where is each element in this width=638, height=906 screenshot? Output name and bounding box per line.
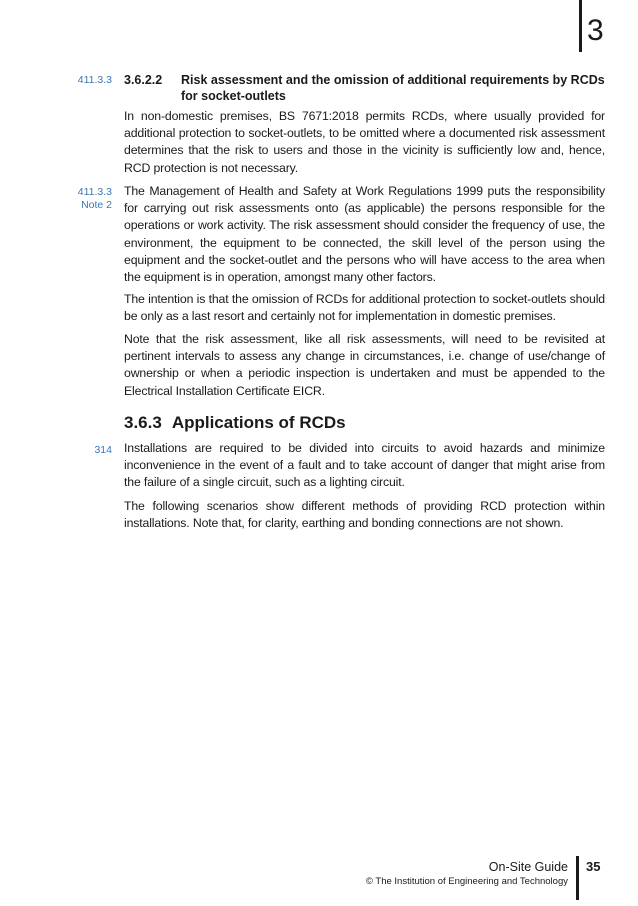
margin-reference-note: Note 2	[81, 199, 112, 211]
paragraph: The following scenarios show different methods of providing RCD protection within installations. Note that, for clarity, earthing and bonding connections are not shown.	[124, 499, 605, 531]
paragraph: Note that the risk assessment, like all risk assessments, will need to be revisited at pertinent intervals to assess any change in circumstances, i.e. change of use/change of ownership or when a periodic inspection is undertaken and must be appended to the Electrical Installation Certificate EICR.	[124, 332, 605, 398]
page-number: 35	[586, 859, 601, 874]
chapter-number: 3	[587, 14, 604, 47]
paragraph: The Management of Health and Safety at Work Regulations 1999 puts the responsibility for carrying out risk assessments onto (as applicable) the persons responsible for the operations or work activity. The risk assessment should consider the frequency of use, the environment, the equipment to be connected, the skill level of the person using the equipment and the socket-outlet and the persons who will have access to the area when the equipment is in operation, amongst many other factors.	[124, 184, 605, 285]
footer-title: On-Site Guide	[488, 860, 568, 874]
chapter-rule	[579, 0, 582, 52]
margin-reference	[60, 444, 112, 457]
paragraph: Installations are required to be divided into circuits to avoid hazards and minimize inconvenience in the event of a fault and to take account of danger that might arise from the failure of a single circuit, such as a lighting circuit.	[124, 441, 605, 490]
margin-reference-text: 314	[94, 444, 112, 456]
section-heading	[124, 412, 346, 434]
margin-reference-text: 411.3.3	[77, 74, 112, 86]
margin-reference	[60, 74, 112, 87]
footer-rule	[576, 856, 579, 900]
footer-copyright: © The Institution of Engineering and Technology	[365, 876, 568, 887]
margin-reference	[60, 186, 112, 212]
section-number: 3.6.3	[124, 413, 162, 432]
margin-reference-text: 411.3.3	[77, 186, 112, 198]
paragraph: The intention is that the omission of RCDs for additional protection to socket-outlets should be only as a last resort and certainly not for implementation in domestic premises.	[124, 292, 605, 324]
section-title: Applications of RCDs	[171, 413, 346, 432]
paragraph: In non-domestic premises, BS 7671:2018 permits RCDs, where usually provided for additional protection to socket-outlets, to be omitted where a documented risk assessment determines that the risk to users and those in the vicinity is sufficiently low and, hence, RCD protection is not necessary.	[124, 109, 605, 175]
subsection-number: 3.6.2.2	[124, 73, 163, 87]
subsection-title: Risk assessment and the omission of additional requirements by RCDs for socket-outlets	[181, 73, 605, 103]
